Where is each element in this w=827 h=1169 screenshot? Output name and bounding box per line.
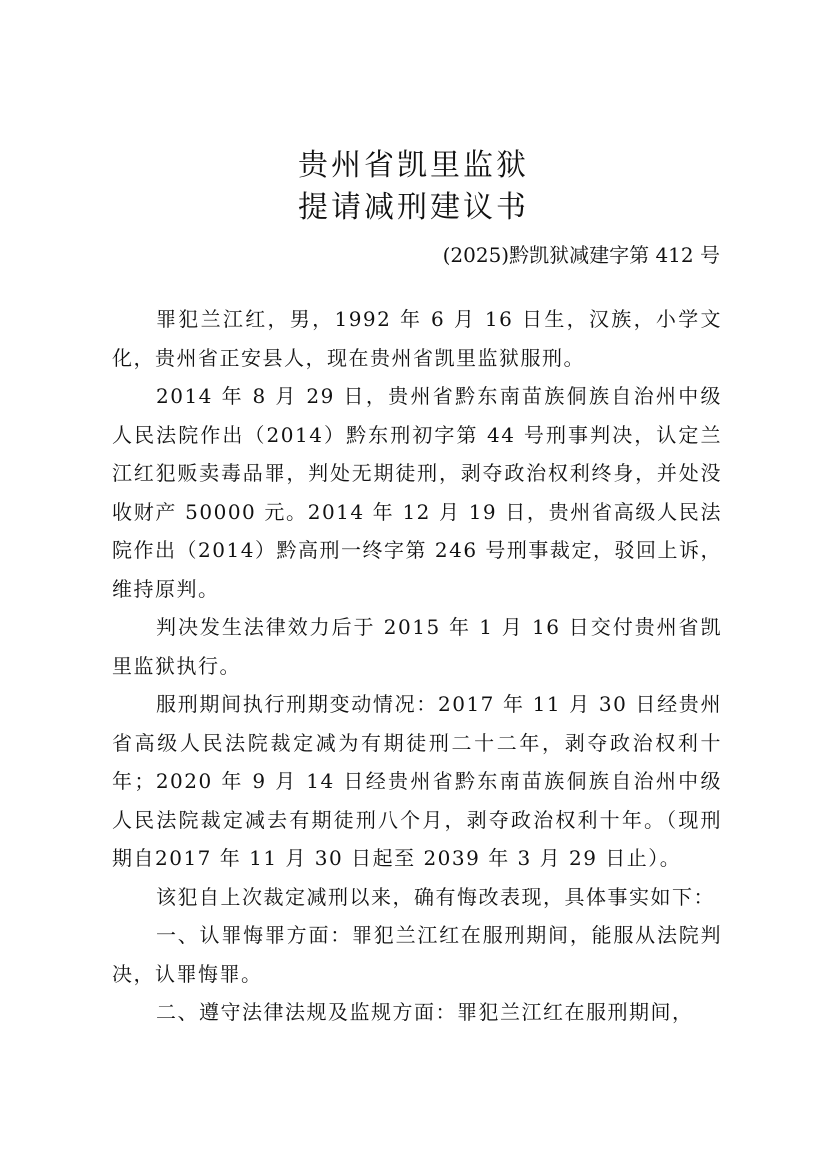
document-title-line2: 提请减刑建议书 [298, 190, 529, 225]
paragraph-sentence-changes: 服刑期间执行刑期变动情况：2017 年 11 月 30 日经贵州省高级人民法院裁定减为有期徒刑二十二年，剥夺政治权利十年；2020 年 9 月 14 日经贵州省黔东南苗族侗族自治州中级人民法院裁定减去有期徒刑八个月，剥夺政治权利十年。（现刑期自2017 年 11 月 30 日起至 2039 年 3 月 29 日止）。 [112, 692, 722, 870]
paragraph-execution: 判决发生法律效力后于 2015 年 1 月 16 日交付贵州省凯里监狱执行。 [112, 615, 722, 678]
paragraph-repentance-intro: 该犯自上次裁定减刑以来，确有悔改表现，具体事实如下： [156, 884, 715, 909]
paragraph-obey-rules: 二、遵守法律法规及监规方面：罪犯兰江红在服刑期间， [156, 1000, 694, 1024]
paragraph-admit-guilt: 一、认罪悔罪方面：罪犯兰江红在服刑期间，能服从法院判决，认罪悔罪。 [112, 923, 722, 986]
document-number: (2025)黔凯狱减建字第 412 号 [442, 243, 720, 267]
paragraph-personal-info: 罪犯兰江红，男，1992 年 6 月 16 日生，汉族，小学文化，贵州省正安县人，现在贵州省凯里监狱服刑。 [112, 307, 722, 370]
paragraph-judgment: 2014 年 8 月 29 日，贵州省黔东南苗族侗族自治州中级人民法院作出（2014）黔东刑初字第 44 号刑事判决，认定兰江红犯贩卖毒品罪，判处无期徒刑，剥夺政治权利终身，并处没收财产 50000 元。2014 年 12 月 19 日，贵州省高级人民法院作出（2014）黔高刑一终字第 246 号刑事裁定，驳回上诉，维持原判。 [112, 384, 722, 601]
document-body [112, 300, 722, 1032]
document-title-line1: 贵州省凯里监狱 [298, 148, 529, 183]
